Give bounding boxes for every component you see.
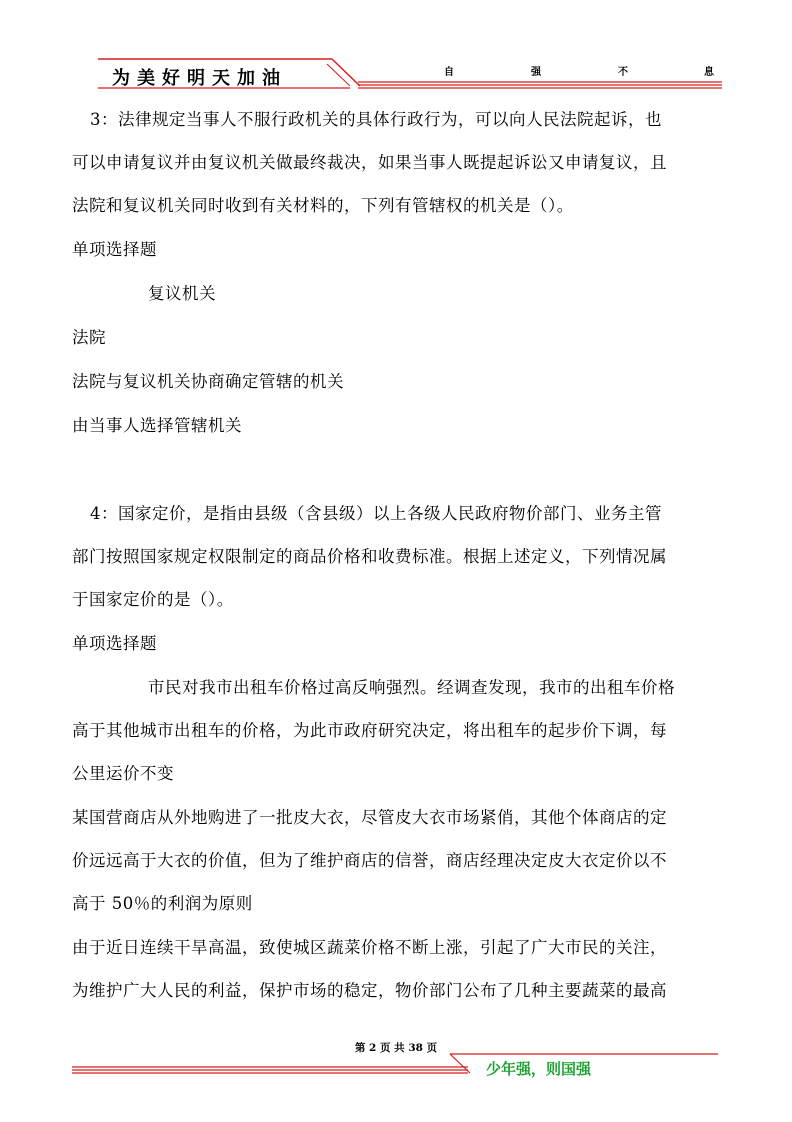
header-motto-char-4: 息 <box>704 67 714 78</box>
q4-option-b-line-1: 某国营商店从外地购进了一批皮大衣，尽管皮大衣市场紧俏，其他个体商店的定 <box>72 808 667 827</box>
footer-slogan: 少年强，则国强 <box>486 1060 592 1078</box>
header-motto-char-2: 强 <box>531 67 541 78</box>
header-motto <box>430 63 726 79</box>
q4-option-b-line-2: 价远远高于大衣的价值，但为了维护商店的信誉，商店经理决定皮大衣定价以不 <box>72 851 667 870</box>
q3-option-d: 由当事人选择管辖机关 <box>72 416 242 435</box>
footer-decoration <box>0 1040 792 1090</box>
q3-question-type: 单项选择题 <box>72 240 157 259</box>
q4-option-a-line-3: 公里运价不变 <box>72 764 174 783</box>
q4-stem-line-3: 于国家定价的是（）。 <box>72 590 234 609</box>
q4-option-a-line-1: 市民对我市出租车价格过高反响强烈。经调查发现，我市的出租车价格 <box>148 678 675 697</box>
q4-option-c-line-1: 由于近日连续干旱高温，致使城区蔬菜价格不断上涨，引起了广大市民的关注， <box>72 938 667 957</box>
header-motto-char-1: 自 <box>444 67 454 78</box>
q3-stem-line-1: 3：法律规定当事人不服行政机关的具体行政行为，可以向人民法院起诉，也 <box>90 110 662 129</box>
q4-option-c-line-2: 为维护广大人民的利益，保护市场的稳定，物价部门公布了几种主要蔬菜的最高 <box>72 981 667 1000</box>
q4-option-b-line-3: 高于 50％的利润为原则 <box>72 894 253 913</box>
q3-option-a: 复议机关 <box>148 284 216 303</box>
q4-stem-line-1: 4：国家定价，是指由县级（含县级）以上各级人民政府物价部门、业务主管 <box>90 504 662 523</box>
q4-question-type: 单项选择题 <box>72 634 157 653</box>
q4-option-a-line-2: 高于其他城市出租车的价格，为此市政府研究决定，将出租车的起步价下调，每 <box>72 721 667 740</box>
q3-stem-line-2: 可以申请复议并由复议机关做最终裁决，如果当事人既提起诉讼又申请复议，且 <box>72 153 667 172</box>
page-number: 第 2 页 共 38 页 <box>354 1042 438 1054</box>
q3-option-c: 法院与复议机关协商确定管辖的机关 <box>72 372 344 391</box>
q4-stem-line-2: 部门按照国家规定权限制定的商品价格和收费标准。根据上述定义，下列情况属 <box>72 547 667 566</box>
q3-option-b: 法院 <box>72 328 106 347</box>
header-slogan: 为美好明天加油 <box>112 68 287 89</box>
q3-stem-line-3: 法院和复议机关同时收到有关材料的，下列有管辖权的机关是（）。 <box>72 196 574 215</box>
header-motto-char-3: 不 <box>618 67 628 78</box>
